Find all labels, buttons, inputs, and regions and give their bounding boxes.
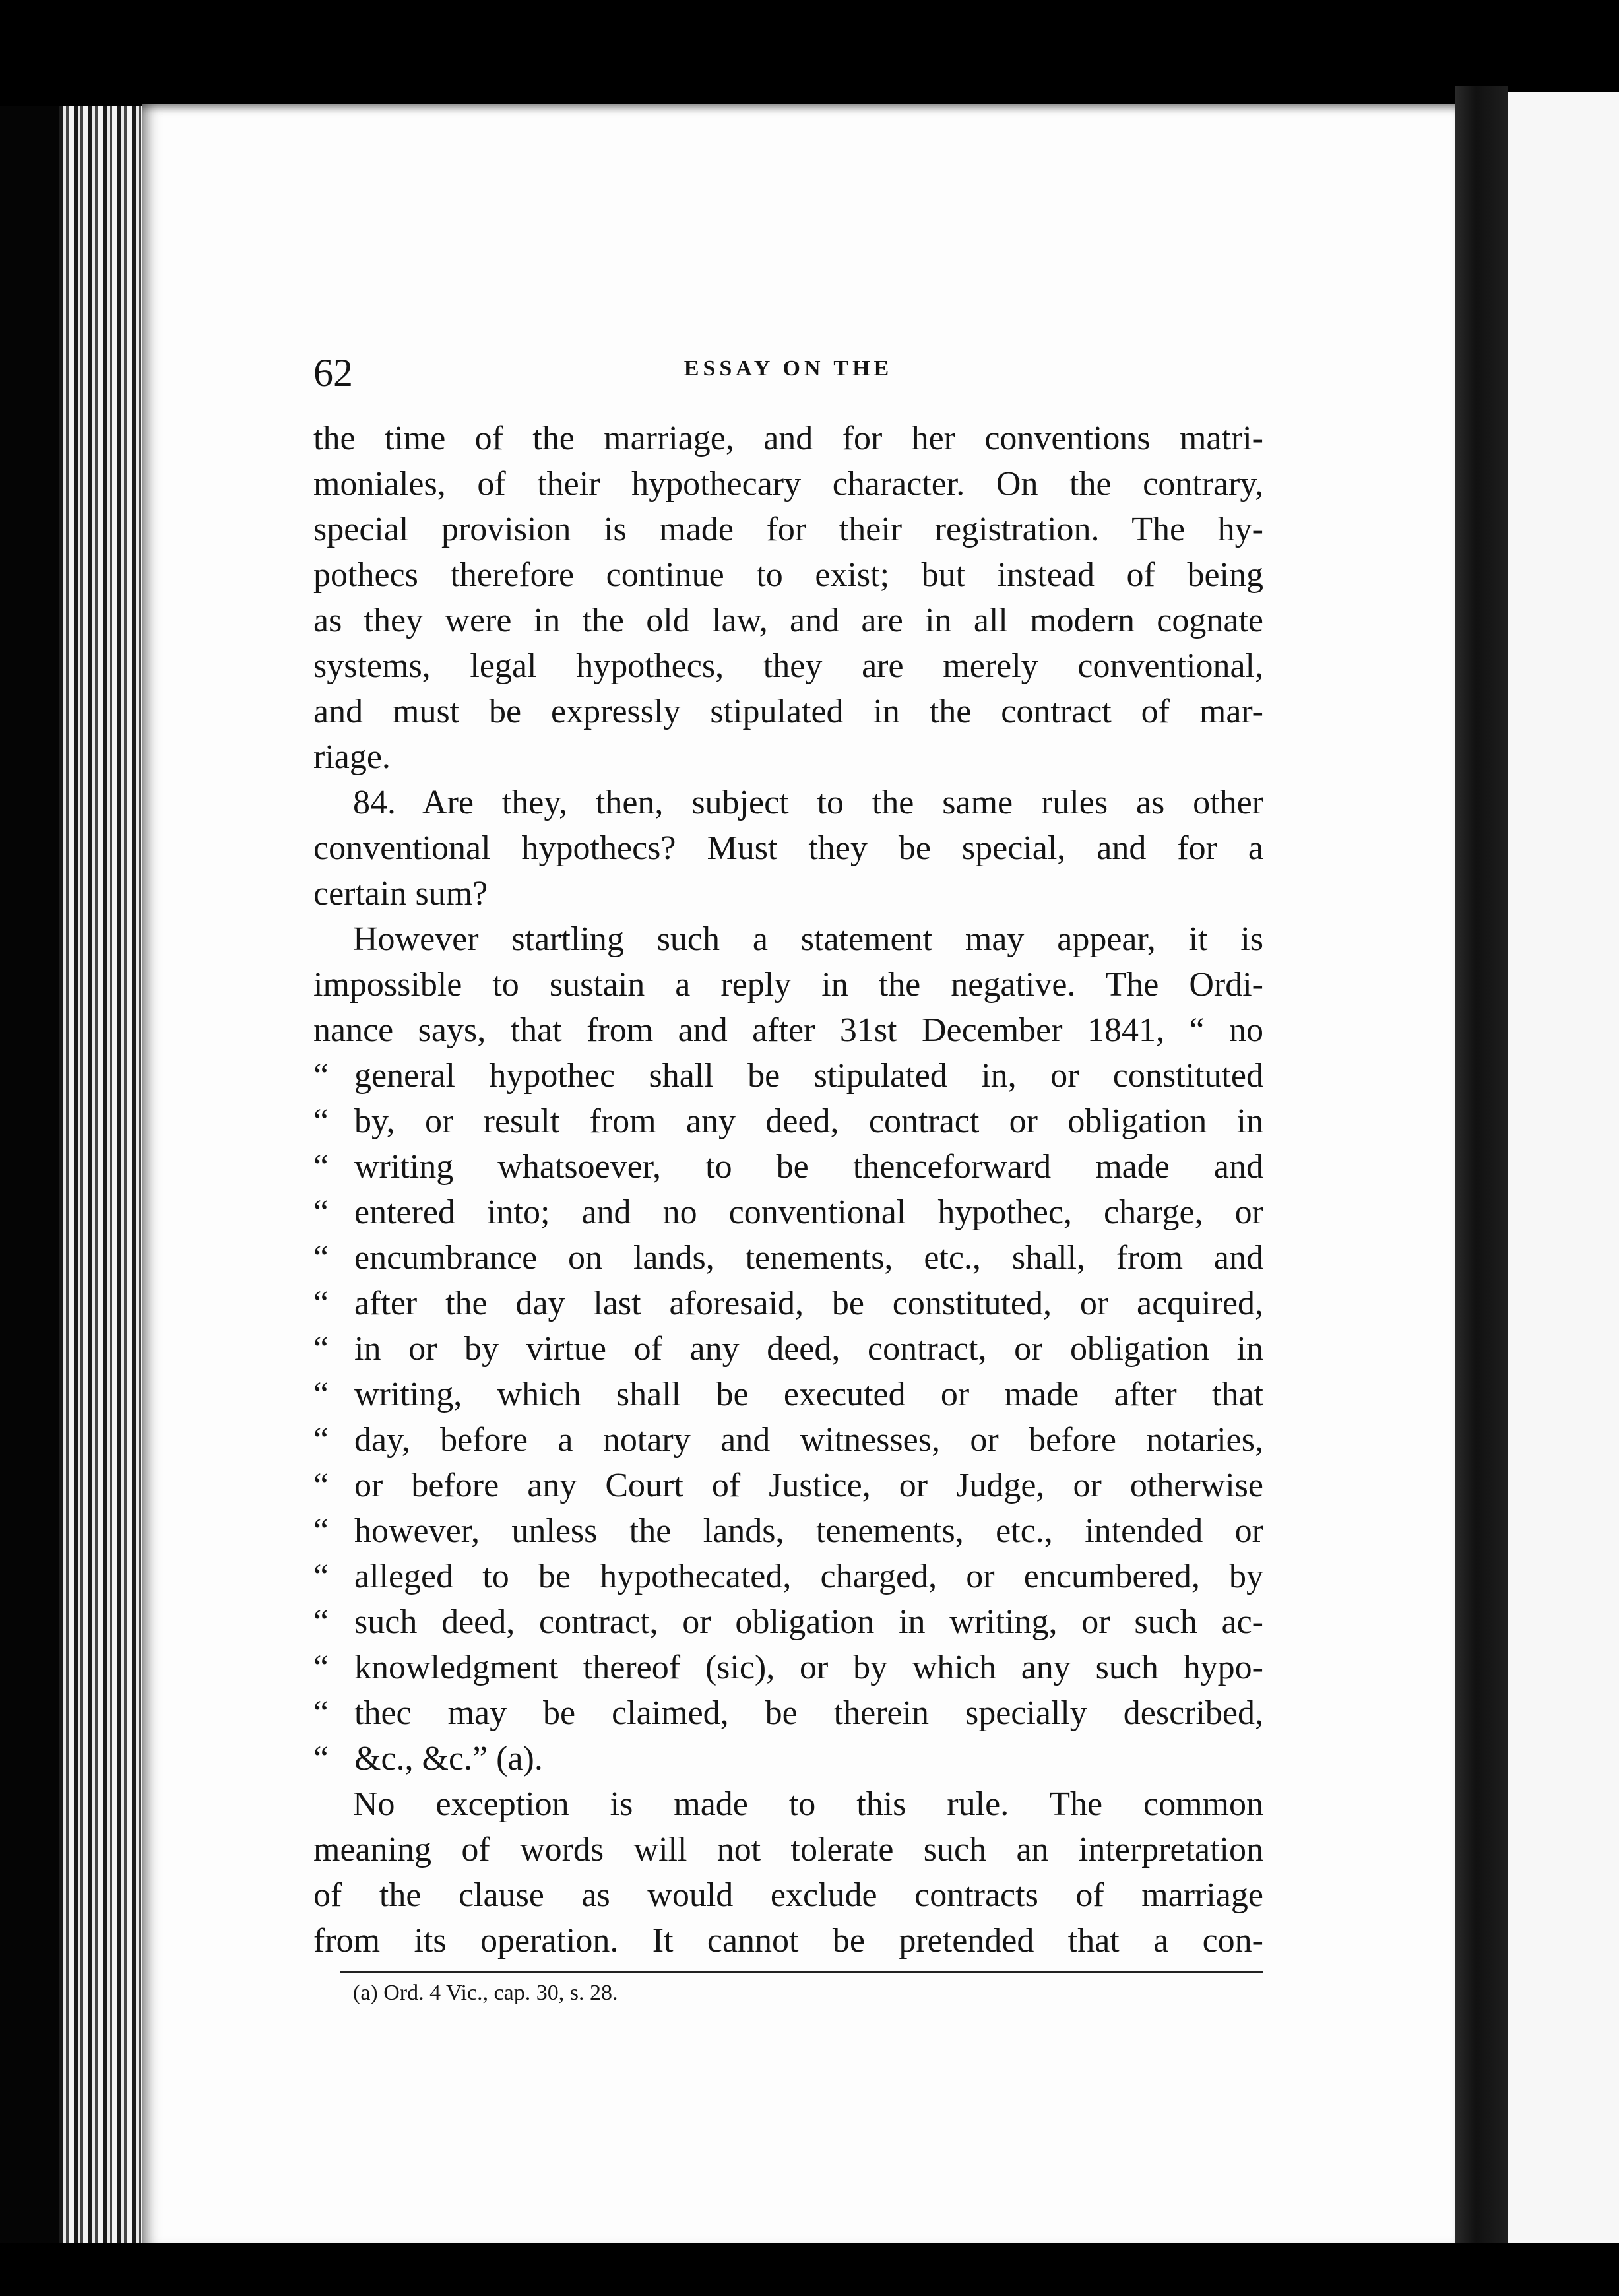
quote-text: knowledgment thereof (sic), or by which any such hypo- [354,1649,1263,1686]
quote-mark: “ [313,1330,329,1368]
quote-line [313,1508,1263,1554]
quote-mark: “ [313,1740,329,1777]
quote-line [313,1235,1263,1281]
quote-mark: “ [313,1467,329,1504]
page-number: 62 [313,351,353,395]
text-line: However startling such a statement may appear, it is [353,920,1263,958]
quote-text: alleged to be hypothecated, charged, or encumbered, by [354,1558,1263,1595]
quote-text: thec may be claimed, be therein specially described, [354,1694,1263,1732]
text-line: impossible to sustain a reply in the negative. The Ordi- [313,966,1263,1004]
text-line: as they were in the old law, and are in all modern cognate [313,602,1263,639]
quote-text: however, unless the lands, tenements, etc., intended or [354,1512,1263,1550]
quote-line [313,1281,1263,1326]
paragraph-3 [313,916,1263,1053]
quote-mark: “ [313,1194,329,1231]
quote-line [313,1690,1263,1736]
quote-text: such deed, contract, or obligation in writing, or such ac- [354,1603,1263,1641]
quote-line [313,1144,1263,1190]
text-line: and must be expressly stipulated in the contract of mar- [313,693,1263,730]
quote-text: writing, which shall be executed or made after that [354,1376,1263,1413]
quote-line [313,1372,1263,1417]
paragraph-1 [313,416,1263,780]
paragraph-5 [313,1781,1263,1963]
quote-line [313,1736,1263,1781]
quote-mark: “ [313,1603,329,1641]
quote-text: encumbrance on lands, tenements, etc., shall, from and [354,1239,1263,1277]
quote-mark: “ [313,1102,329,1140]
text-line: conventional hypothecs? Must they be special, and for a [313,829,1263,867]
quote-text: or before any Court of Justice, or Judge, or otherwise [354,1467,1263,1504]
text-line: 84. Are they, then, subject to the same rules as other [353,784,1263,821]
quote-mark: “ [313,1421,329,1459]
quote-line [313,1645,1263,1690]
text-line: the time of the marriage, and for her conventions matri- [313,420,1263,457]
quote-line [313,1099,1263,1144]
quote-mark: “ [313,1239,329,1277]
text-line: riage. [313,738,391,776]
scan-border-bottom [0,2243,1619,2296]
ordinance-quotation [313,1053,1263,1781]
text-line: special provision is made for their registration. The hy- [313,511,1263,548]
text-line: nance says, that from and after 31st December 1841, “ no [313,1011,1263,1049]
quote-line [313,1599,1263,1645]
quote-text: &c., &c.” (a). [354,1740,543,1777]
scan-border-left [0,106,59,2296]
quote-line [313,1417,1263,1463]
running-head: ESSAY ON THE [683,356,893,381]
quote-line [313,1190,1263,1235]
text-line: from its operation. It cannot be pretended that a con- [313,1922,1263,1960]
text-line: pothecs therefore continue to exist; but instead of being [313,556,1263,594]
quote-mark: “ [313,1285,329,1322]
quote-mark: “ [313,1148,329,1186]
text-line: No exception is made to this rule. The common [353,1785,1263,1823]
text-line: meaning of words will not tolerate such an interpretation [313,1831,1263,1868]
quote-line [313,1554,1263,1599]
quote-mark: “ [313,1057,329,1095]
quote-text: writing whatsoever, to be thenceforward made and [354,1148,1263,1186]
footnote: (a) Ord. 4 Vic., cap. 30, s. 28. [353,1981,618,2005]
facing-page-edge [1508,92,1619,2270]
quote-line [313,1463,1263,1508]
page-text [313,343,1263,2013]
quote-mark: “ [313,1512,329,1550]
quote-mark: “ [313,1376,329,1413]
page-header [313,343,1263,402]
quote-text: day, before a notary and witnesses, or before notaries, [354,1421,1263,1459]
paragraph-2 [313,780,1263,916]
book-gutter [1455,86,1508,2263]
quote-line [313,1326,1263,1372]
quote-mark: “ [313,1558,329,1595]
scan-border-top [0,0,1619,109]
quote-text: after the day last aforesaid, be constituted, or acquired, [354,1285,1263,1322]
text-line: systems, legal hypothecs, they are merely conventional, [313,647,1263,685]
quote-text: in or by virtue of any deed, contract, or obligation in [354,1330,1263,1368]
quote-mark: “ [313,1649,329,1686]
quote-text: by, or result from any deed, contract or obligation in [354,1102,1263,1140]
text-line: of the clause as would exclude contracts of marriage [313,1876,1263,1914]
quote-text: entered into; and no conventional hypothec, charge, or [354,1194,1263,1231]
quote-text: general hypothec shall be stipulated in, or constituted [354,1057,1263,1095]
book-page-edges [59,106,145,2250]
text-line: certain sum? [313,875,488,912]
text-line: moniales, of their hypothecary character. On the contrary, [313,465,1263,503]
quote-mark: “ [313,1694,329,1732]
quote-line [313,1053,1263,1099]
